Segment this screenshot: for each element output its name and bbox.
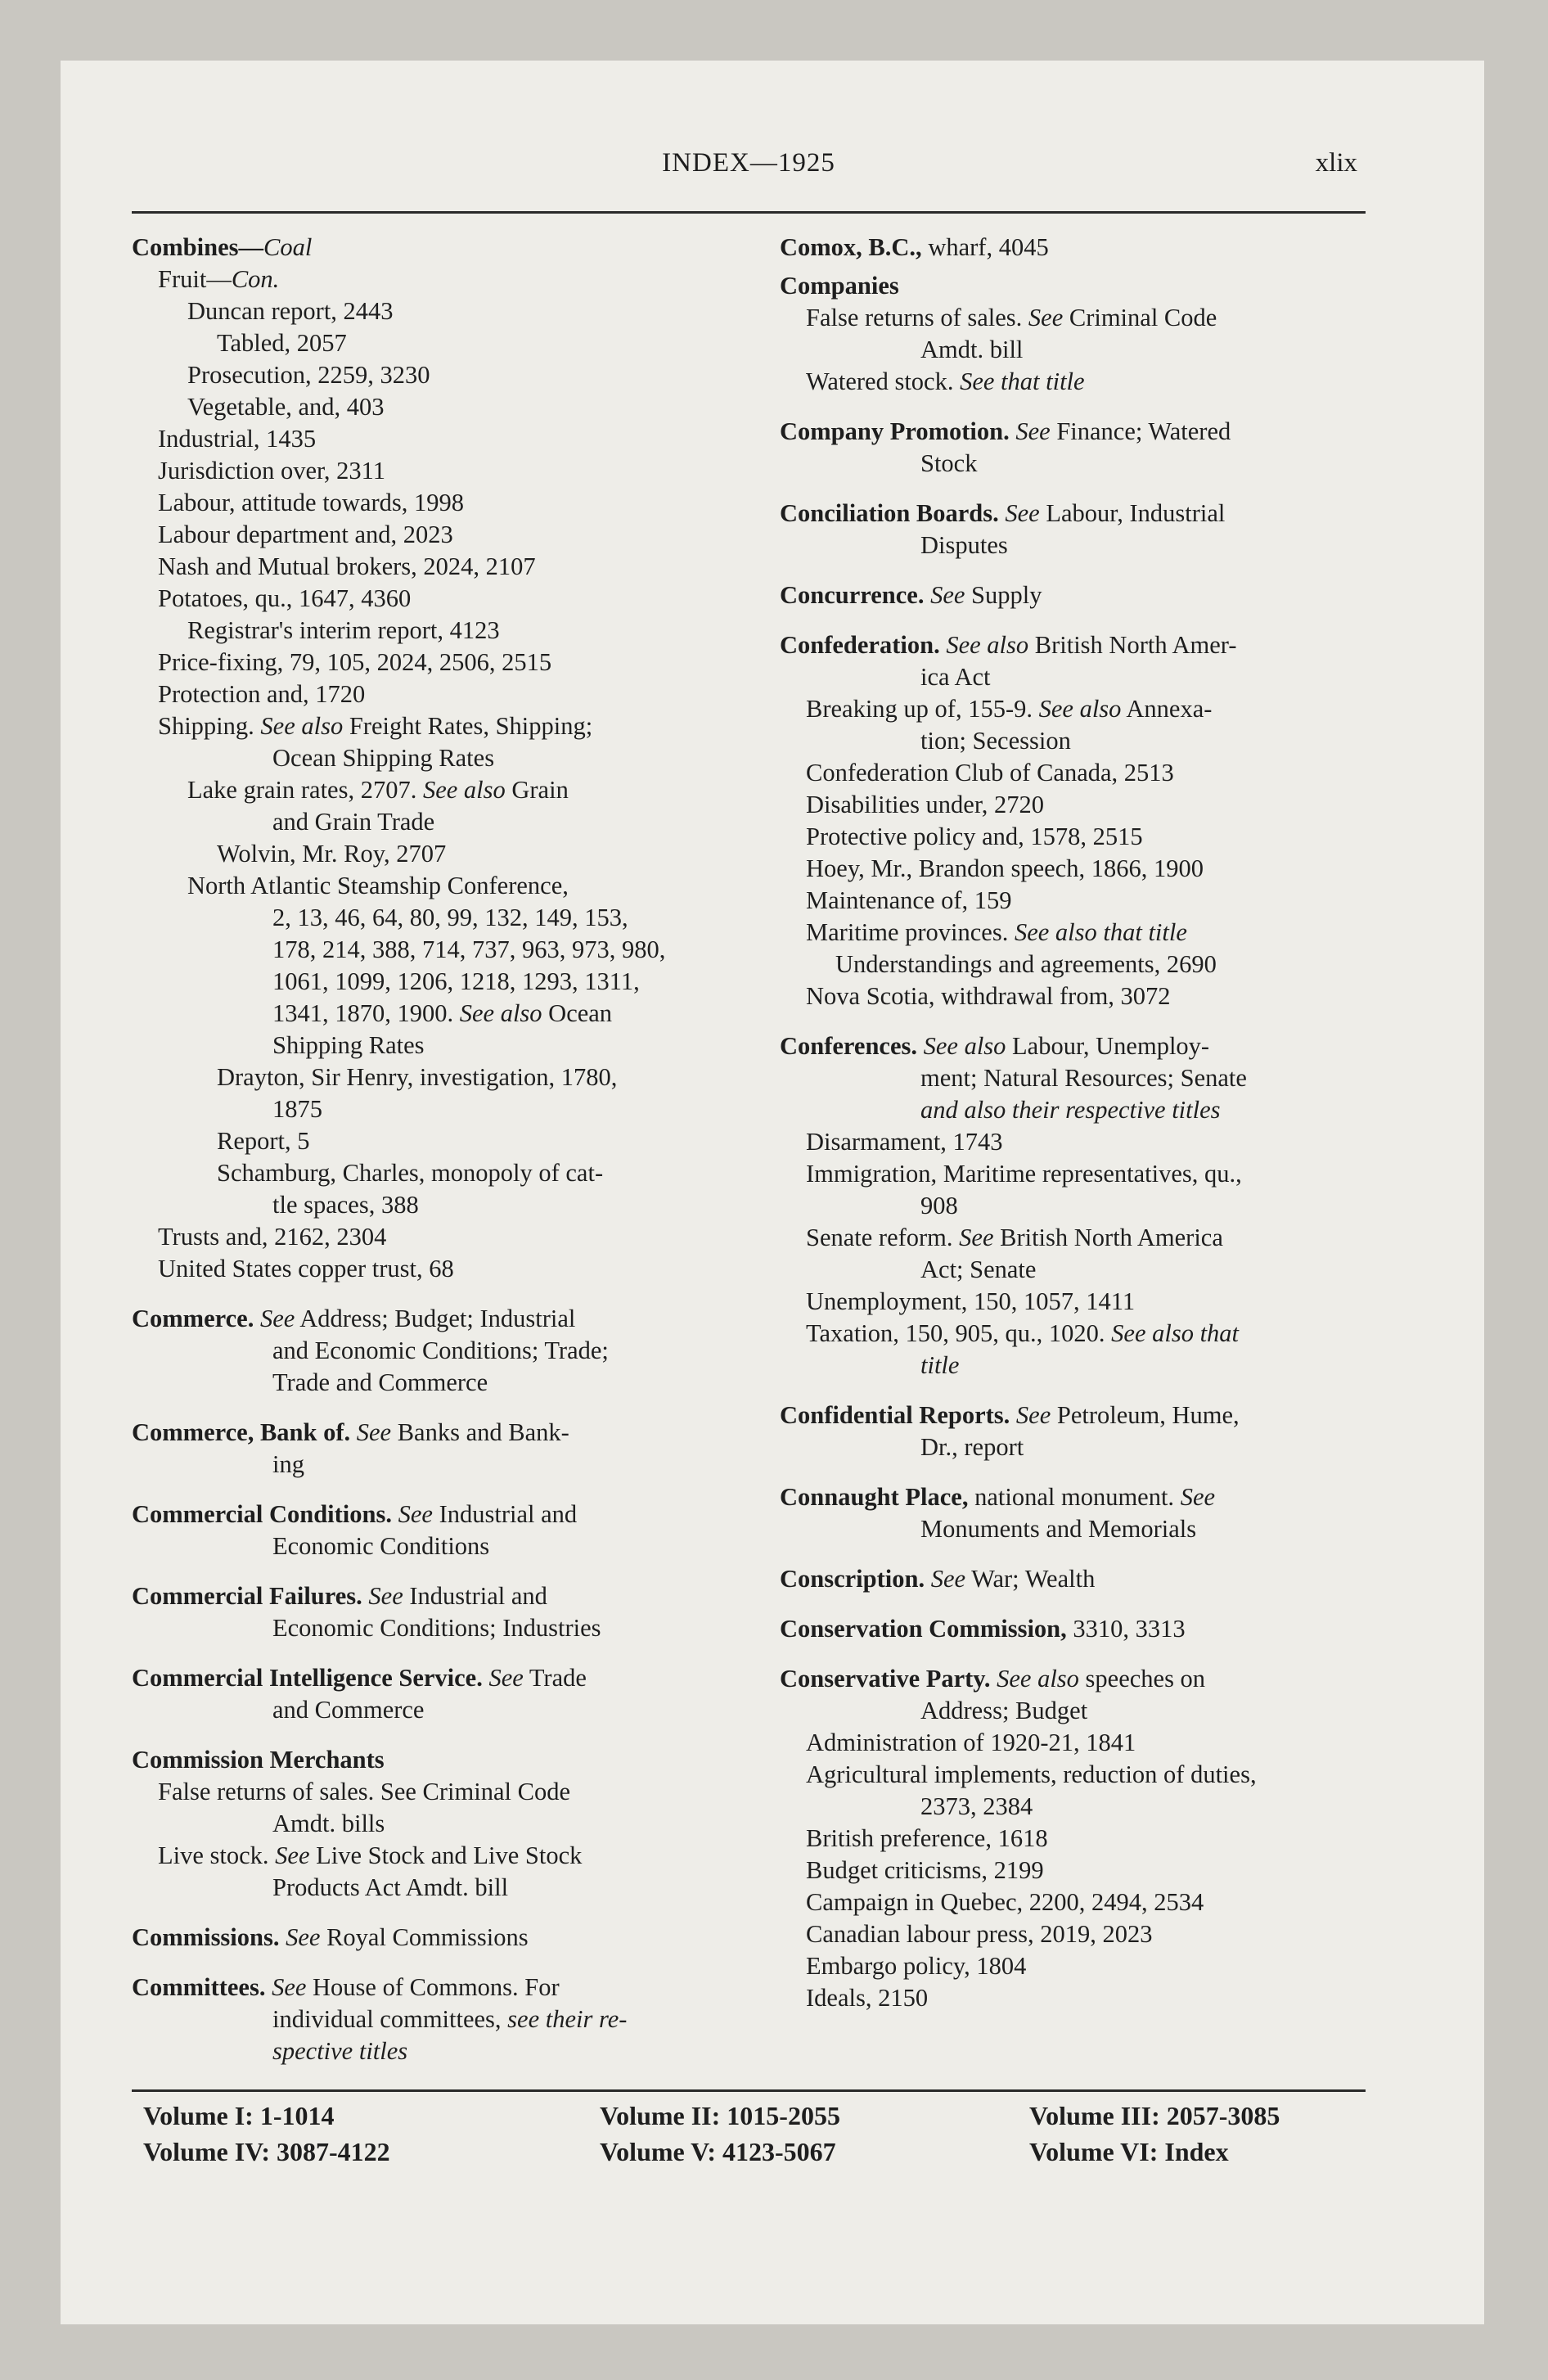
entry-company-promotion: Company Promotion. See Finance; Watered Stock <box>780 417 1231 477</box>
entry-conservation-commission: Conservation Commission, 3310, 3313 <box>780 1615 1186 1643</box>
entry-commerce-bank: Commerce, Bank of. See Banks and Bank- ing <box>132 1418 569 1478</box>
volume-4: Volume IV: 3087-4122 <box>143 2137 390 2166</box>
entry-committees: Committees. See House of Commons. For individual committees, see their re- spective titles <box>132 1973 628 2065</box>
page-header <box>132 148 1366 181</box>
volume-2: Volume II: 1015-2055 <box>600 2101 840 2130</box>
entry-commercial-conditions: Commercial Conditions. See Industrial and Economic Conditions <box>132 1500 578 1560</box>
entry-commissions: Commissions. See Royal Commissions <box>132 1923 529 1951</box>
entry-companies: Companies False returns of sales. See Criminal Code Amdt. bill Watered stock. See that title <box>780 272 1217 395</box>
entry-commercial-failures: Commercial Failures. See Industrial and Economic Conditions; Industries <box>132 1582 601 1642</box>
entry-connaught-place: Connaught Place, national monument. See Monuments and Memorials <box>780 1483 1216 1543</box>
entry-commercial-intelligence: Commercial Intelligence Service. See Trade and Commerce <box>132 1664 587 1724</box>
volume-6: Volume VI: Index <box>1029 2137 1229 2166</box>
left-column <box>132 232 754 2067</box>
entry-concurrence: Concurrence. See Supply <box>780 581 1042 609</box>
entry-conciliation-boards: Conciliation Boards. See Labour, Industrial Disputes <box>780 499 1226 559</box>
entry-commission-merchants: Commission Merchants False returns of sales. See Criminal Code Amdt. bills Live stock. See Live Stock and Live Stock Products Act Amdt. bill <box>132 1746 583 1901</box>
volume-1: Volume I: 1-1014 <box>143 2101 335 2130</box>
entry-combines: Combines—Coal Fruit—Con. Duncan report, 2443 Tabled, 2057 Prosecution, 2259, 3230 Vegetable, and, 403 Industrial, 1435 Jurisdiction over, 2311 Labour, attitude towards, 1998 Labour department and, 2023 Nash and Mutual brokers, 2024, 2107 Potatoes, qu., 1647, 4360 Registrar's interim report, 4123 Price-fixing, 79, 105, 2024, 2506, 2515 Protection and, 1720 Shipping. See also Freight Rates, Shipping; Ocean Shipping Rates Lake grain rates, 2707. See also Grain and Grain Trade Wolvin, Mr. Roy, 2707 North Atlantic Steamship Conference, 2, 13, 46, 64, 80, 99, 132, 149, 153, 178, 214, 388, 714, 737, 963, 973, 980, 1061, 1099, 1206, 1218, 1293, 1311, 1341, 1870, 1900. See also Ocean Shipping Rates Drayton, Sir Henry, investigation, 1780, 1875 Report, 5 Schamburg, Charles, monopoly of cat- tle spaces, 388 Trusts and, 2162, 2304 United States copper trust, 68 <box>132 233 666 1282</box>
entry-comox: Comox, B.C., wharf, 4045 <box>780 233 1049 261</box>
entry-confidential-reports: Confidential Reports. See Petroleum, Hume, Dr., report <box>780 1401 1240 1461</box>
volume-3: Volume III: 2057-3085 <box>1029 2101 1280 2130</box>
volume-footer <box>143 2098 1370 2176</box>
entry-conservative-party: Conservative Party. See also speeches on Address; Budget Administration of 1920-21, 1841 Agricultural implements, reduction of duties, 2373, 2384 British preference, 1618 Budget criticisms, 2199 Campaign in Quebec, 2200, 2494, 2534 Canadian labour press, 2019, 2023 Embargo policy, 1804 Ideals, 2150 <box>780 1665 1257 2012</box>
entry-commerce: Commerce. See Address; Budget; Industrial and Economic Conditions; Trade; Trade and Commerce <box>132 1305 609 1396</box>
entry-confederation: Confederation. See also British North Amer- ica Act Breaking up of, 155-9. See also Annexa- tion; Secession Confederation Club of Canada, 2513 Disabilities under, 2720 Protective policy and, 1578, 2515 Hoey, Mr., Brandon speech, 1866, 1900 Maintenance of, 159 Maritime provinces. See also that title Understandings and agreements, 2690 Nova Scotia, withdrawal from, 3072 <box>780 631 1237 1010</box>
header-rule <box>132 211 1366 214</box>
entry-conferences: Conferences. See also Labour, Unemploy- ment; Natural Resources; Senate and also their respective titles Disarmament, 1743 Immigration, Maritime representatives, qu., 908 Senate reform. See British North America Act; Senate Unemployment, 150, 1057, 1411 Taxation, 150, 905, qu., 1020. See also that title <box>780 1032 1247 1379</box>
page-title: INDEX—1925 <box>662 148 835 178</box>
entry-conscription: Conscription. See War; Wealth <box>780 1565 1096 1593</box>
volume-5: Volume V: 4123-5067 <box>600 2137 836 2166</box>
right-column <box>780 232 1389 2014</box>
page-number: xlix <box>1315 148 1357 178</box>
footer-rule <box>132 2089 1366 2092</box>
